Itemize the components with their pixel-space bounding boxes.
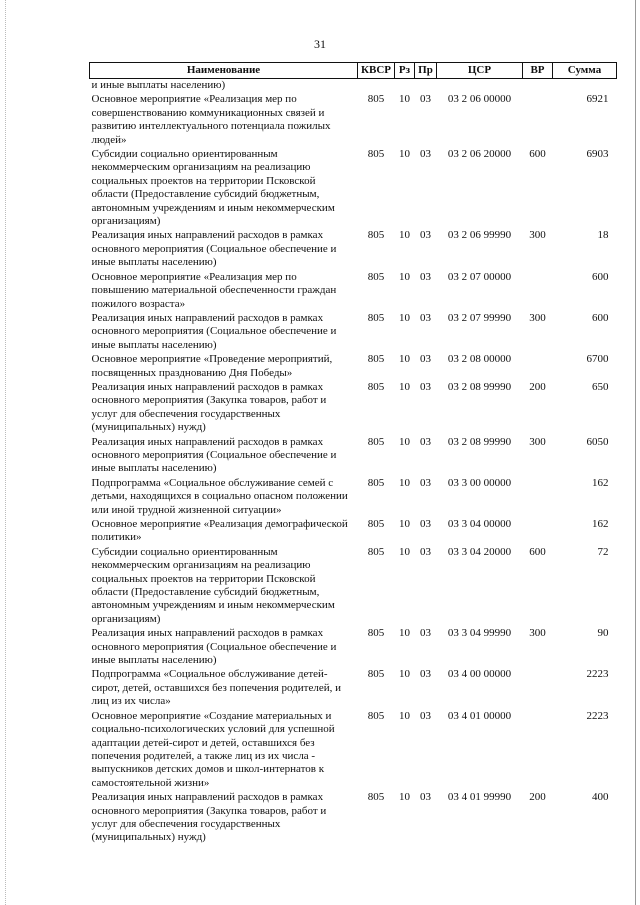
table-row [90, 518, 617, 546]
cell-name: Реализация иных направлений расходов в рамках основного мероприятия (Социальное обеспечение и иные выплаты населению) [91, 311, 337, 351]
cell-csr: 03 3 04 20000 [447, 545, 512, 558]
cell-sum: 162 [592, 518, 609, 530]
cell-kvsr: 805 [367, 270, 385, 283]
cell-csr: 03 2 06 00000 [447, 93, 512, 106]
cell-csr [437, 79, 523, 94]
cell-sum: 400 [592, 791, 609, 804]
cell-pr: 03 [420, 270, 431, 283]
cell-name: Основное мероприятие «Реализация мер по совершенствованию коммуникационных связей и развитию интеллектуального потенциала пожилых людей» [91, 93, 331, 146]
table-row [90, 627, 617, 668]
cell-pr: 03 [420, 627, 431, 640]
cell-name: Субсидии социально ориентированным некоммерческим организациям на реализацию социальных проектов на территории Псковской области (Предоставление субсидий бюджетным, автономным учреждениям и иным некоммерческим организациям) [91, 545, 335, 625]
cell-name: Основное мероприятие «Реализация демографической политики» [91, 518, 348, 544]
cell-csr: 03 2 08 00000 [447, 353, 512, 366]
cell-rz: 10 [399, 229, 410, 242]
cell-csr: 03 4 01 99990 [447, 791, 512, 804]
table-row [90, 229, 617, 270]
cell-csr: 03 2 06 20000 [447, 148, 512, 161]
cell-pr: 03 [420, 518, 431, 530]
cell-sum [553, 79, 617, 94]
cell-sum: 650 [592, 380, 609, 393]
table-row [90, 148, 617, 229]
cell-pr: 03 [420, 311, 431, 324]
col-header-name: Наименование [90, 63, 358, 79]
cell-sum: 2223 [586, 668, 609, 681]
cell-sum: 162 [592, 476, 609, 489]
cell-pr [415, 79, 437, 94]
cell-pr: 03 [420, 545, 431, 558]
cell-name: Основное мероприятие «Проведение мероприятий, посвященных празднованию Дня Победы» [91, 353, 333, 379]
table-row [90, 381, 617, 436]
cell-name: Подпрограмма «Социальное обслуживание детей-сирот, детей, оставшихся без попечения родителей, и лиц из их числа» [91, 668, 342, 708]
col-header-kvsr: КВСР [358, 63, 395, 79]
col-header-sum: Сумма [553, 63, 617, 79]
cell-csr: 03 4 00 00000 [447, 668, 512, 681]
cell-rz: 10 [399, 311, 410, 324]
cell-csr: 03 2 08 99990 [447, 380, 512, 393]
cell-vr [523, 79, 553, 94]
table-row [90, 353, 617, 381]
cell-rz: 10 [399, 518, 410, 530]
cell-vr [523, 668, 553, 709]
cell-rz: 10 [399, 709, 410, 722]
page-edge-left [5, 0, 7, 905]
table-row [90, 477, 617, 518]
cell-pr: 03 [420, 435, 431, 448]
cell-pr: 03 [420, 709, 431, 722]
cell-rz: 10 [399, 627, 410, 640]
cell-name: Подпрограмма «Социальное обслуживание семей с детьми, находящихся в социально опасном положении или иной трудной жизненной ситуации» [91, 476, 348, 516]
budget-table [89, 62, 617, 846]
col-header-pr: Пр [415, 63, 437, 79]
cell-sum: 18 [597, 229, 609, 242]
cell-vr: 300 [529, 435, 546, 448]
cell-kvsr: 805 [367, 380, 385, 393]
cell-pr: 03 [420, 476, 431, 489]
cell-kvsr: 805 [367, 668, 385, 681]
cell-rz: 10 [399, 353, 410, 366]
cell-kvsr: 805 [367, 518, 385, 530]
cell-csr: 03 2 07 00000 [447, 270, 512, 283]
cell-kvsr [358, 79, 395, 94]
cell-vr: 600 [529, 148, 546, 161]
cell-sum: 6903 [586, 148, 609, 161]
table-row [90, 546, 617, 627]
cell-kvsr: 805 [367, 709, 385, 722]
cell-sum: 6050 [586, 435, 609, 448]
cell-vr: 300 [529, 627, 546, 640]
cell-sum: 6921 [586, 93, 609, 106]
cell-pr: 03 [420, 791, 431, 804]
col-header-vr: ВР [523, 63, 553, 79]
cell-sum: 90 [597, 627, 609, 640]
cell-csr: 03 3 04 00000 [447, 518, 512, 530]
cell-kvsr: 805 [367, 627, 385, 640]
table-row [90, 79, 617, 94]
cell-pr: 03 [420, 668, 431, 681]
table-row [90, 271, 617, 312]
cell-pr: 03 [420, 229, 431, 242]
cell-kvsr: 805 [367, 791, 385, 804]
cell-vr: 600 [529, 545, 546, 558]
cell-pr: 03 [420, 353, 431, 366]
cell-name: Реализация иных направлений расходов в рамках основного мероприятия (Закупка товаров, работ и услуг для обеспечения государственных (муниципальных) нужд) [91, 791, 327, 844]
cell-csr: 03 4 01 00000 [447, 709, 512, 722]
col-header-rz: Рз [395, 63, 415, 79]
table-row [90, 436, 617, 477]
cell-vr [523, 93, 553, 148]
cell-csr: 03 2 07 99990 [447, 311, 512, 324]
cell-kvsr: 805 [367, 311, 385, 324]
cell-rz: 10 [399, 791, 410, 804]
table-row [90, 668, 617, 709]
cell-vr [523, 710, 553, 791]
cell-name: Реализация иных направлений расходов в рамках основного мероприятия (Социальное обеспечение и иные выплаты населению) [91, 627, 337, 667]
table-body [90, 79, 617, 846]
cell-vr: 200 [529, 380, 546, 393]
cell-rz: 10 [399, 270, 410, 283]
cell-rz: 10 [399, 380, 410, 393]
cell-sum: 2223 [586, 709, 609, 722]
cell-csr: 03 3 04 99990 [447, 627, 512, 640]
cell-rz: 10 [399, 668, 410, 681]
cell-rz: 10 [399, 93, 410, 106]
cell-vr [523, 271, 553, 312]
col-header-csr: ЦСР [437, 63, 523, 79]
table-row [90, 312, 617, 353]
page-edge-right [635, 0, 637, 905]
cell-vr: 300 [529, 311, 546, 324]
cell-vr: 200 [529, 791, 546, 804]
cell-vr [523, 477, 553, 518]
cell-name: Реализация иных направлений расходов в рамках основного мероприятия (Закупка товаров, работ и услуг для обеспечения государственных (муниципальных) нужд) [91, 380, 327, 434]
cell-name: Реализация иных направлений расходов в рамках основного мероприятия (Социальное обеспечение и иные выплаты населению) [91, 435, 337, 475]
cell-sum: 600 [592, 270, 609, 283]
cell-name: Реализация иных направлений расходов в рамках основного мероприятия (Социальное обеспечение и иные выплаты населению) [91, 229, 337, 269]
cell-rz: 10 [399, 476, 410, 489]
cell-csr: 03 2 08 99990 [447, 435, 512, 448]
cell-csr: 03 2 06 99990 [447, 229, 512, 242]
table-header [90, 63, 617, 79]
cell-kvsr: 805 [367, 435, 385, 448]
cell-sum: 600 [592, 311, 609, 324]
cell-name: Основное мероприятие «Создание материальных и социально-психологических условий для успешной адаптации детей-сирот и детей, оставшихся без попечения родителей, а также лиц из их числа - выпускников детских домов и школ-интернатов к самостоятельной жизни» [91, 709, 335, 789]
cell-csr: 03 3 00 00000 [447, 476, 512, 489]
cell-kvsr: 805 [367, 229, 385, 242]
page-number: 31 [314, 37, 326, 51]
cell-pr: 03 [420, 380, 431, 393]
cell-vr [523, 353, 553, 381]
cell-rz: 10 [399, 545, 410, 558]
cell-vr [523, 518, 553, 546]
cell-pr: 03 [420, 148, 431, 161]
table-row [90, 710, 617, 791]
cell-kvsr: 805 [367, 148, 385, 161]
table-row [90, 93, 617, 148]
cell-name: Основное мероприятие «Реализация мер по повышению материальной обеспеченности граждан пожилого возраста» [91, 270, 337, 310]
cell-kvsr: 805 [367, 545, 385, 558]
cell-sum: 72 [597, 545, 609, 558]
cell-rz: 10 [399, 435, 410, 448]
cell-name: Субсидии социально ориентированным некоммерческим организациям на реализацию социальных проектов на территории Псковской области (Предоставление субсидий бюджетным, автономным учреждениям и иным некоммерческим организациям) [91, 148, 335, 228]
cell-kvsr: 805 [367, 353, 385, 366]
cell-sum: 6700 [586, 353, 609, 366]
cell-vr: 300 [529, 229, 546, 242]
cell-kvsr: 805 [367, 93, 385, 106]
cell-name: и иные выплаты населению) [91, 79, 226, 91]
cell-rz [395, 79, 415, 94]
cell-kvsr: 805 [367, 476, 385, 489]
table-row [90, 791, 617, 846]
cell-pr: 03 [420, 93, 431, 106]
cell-rz: 10 [399, 148, 410, 161]
